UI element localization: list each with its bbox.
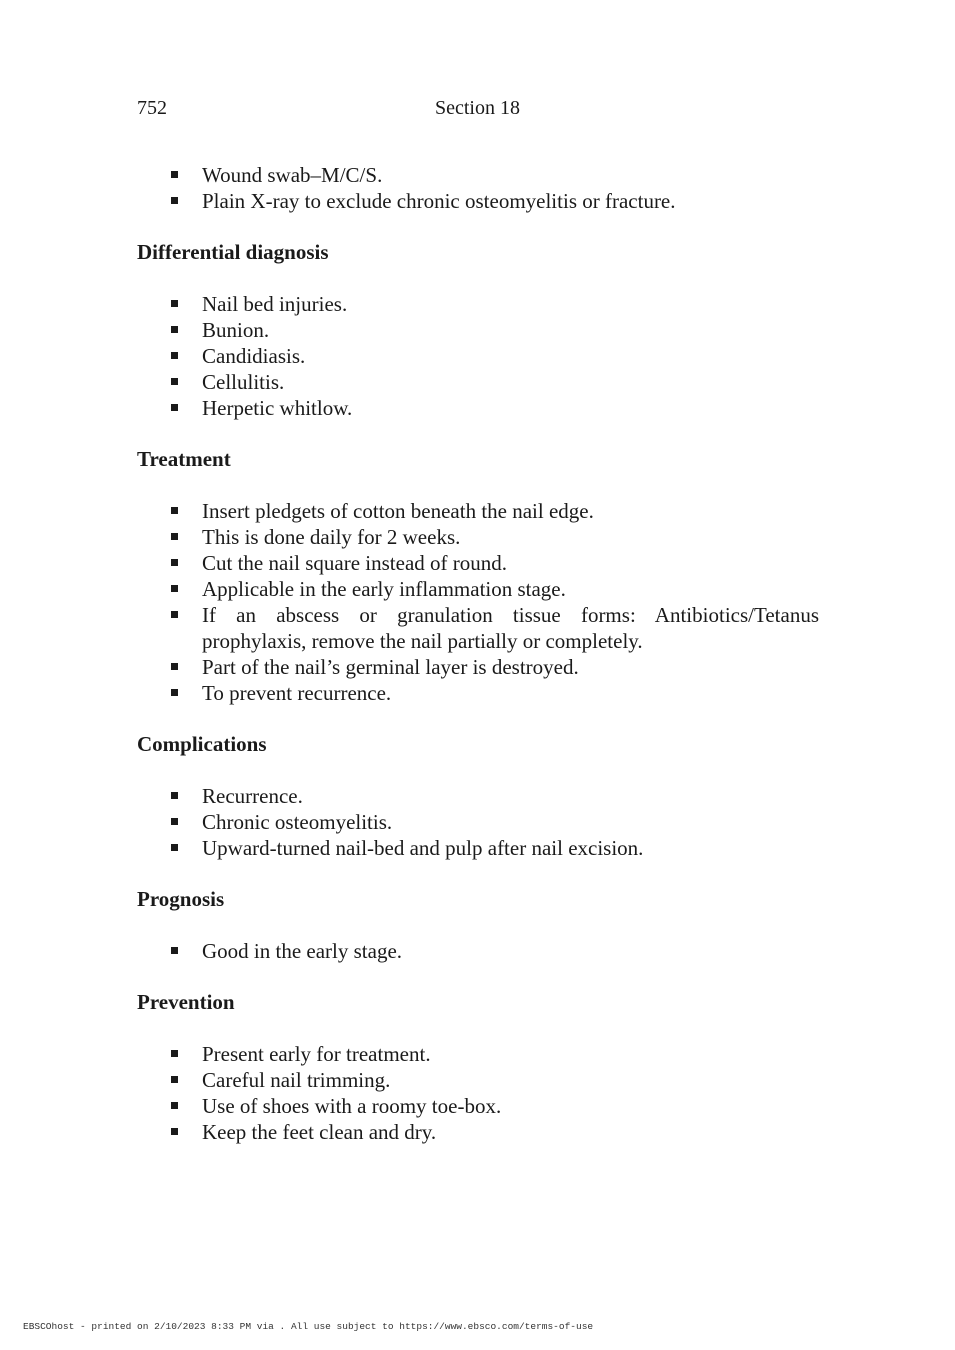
list-item: Keep the feet clean and dry. [137,1119,819,1145]
list-item: Applicable in the early inflammation stage. [137,576,819,602]
prognosis-heading: Prognosis [137,887,225,911]
prevention-heading: Prevention [137,990,235,1014]
square-bullet-icon [171,818,178,825]
square-bullet-icon [171,378,178,385]
square-bullet-icon [171,326,178,333]
square-bullet-icon [171,404,178,411]
print-footer: EBSCOhost - printed on 2/10/2023 8:33 PM via . All use subject to https://www.ebsco.com/terms-of-use [23,1321,594,1332]
page-content [137,162,819,1145]
list-item: Candidiasis. [137,343,819,369]
list-item: Chronic osteomyelitis. [137,809,819,835]
square-bullet-icon [171,533,178,540]
list-item: Cellulitis. [137,369,819,395]
treatment-list [137,498,819,706]
differential-diagnosis-list [137,291,819,421]
list-item: Use of shoes with a roomy toe-box. [137,1093,819,1119]
list-item: Nail bed injuries. [137,291,819,317]
square-bullet-icon [171,171,178,178]
square-bullet-icon [171,1102,178,1109]
differential-diagnosis-heading: Differential diagnosis [137,240,329,264]
square-bullet-icon [171,1050,178,1057]
list-item: Herpetic whitlow. [137,395,819,421]
list-item: Bunion. [137,317,819,343]
list-item: Upward-turned nail-bed and pulp after nail excision. [137,835,819,861]
square-bullet-icon [171,1128,178,1135]
square-bullet-icon [171,689,178,696]
list-item: If an abscess or granulation tissue forms: Antibiotics/Tetanus prophylaxis, remove the nail partially or completely. [137,602,819,654]
list-item: This is done daily for 2 weeks. [137,524,819,550]
square-bullet-icon [171,792,178,799]
square-bullet-icon [171,559,178,566]
square-bullet-icon [171,197,178,204]
list-item: Present early for treatment. [137,1041,819,1067]
list-item: Insert pledgets of cotton beneath the nail edge. [137,498,819,524]
page-number: 752 [137,97,167,119]
square-bullet-icon [171,300,178,307]
treatment-heading: Treatment [137,447,231,471]
square-bullet-icon [171,1076,178,1083]
list-item: Cut the nail square instead of round. [137,550,819,576]
list-item: Part of the nail’s germinal layer is destroyed. [137,654,819,680]
square-bullet-icon [171,352,178,359]
square-bullet-icon [171,611,178,618]
complications-list [137,783,819,861]
list-item: Careful nail trimming. [137,1067,819,1093]
square-bullet-icon [171,663,178,670]
prevention-list [137,1041,819,1145]
list-item: Good in the early stage. [137,938,819,964]
running-head: Section 18 [435,97,520,119]
list-item: Wound swab–M/C/S. [137,162,819,188]
intro-list [137,162,819,214]
prognosis-list [137,938,819,964]
complications-heading: Complications [137,732,267,756]
square-bullet-icon [171,585,178,592]
square-bullet-icon [171,947,178,954]
list-item: Plain X-ray to exclude chronic osteomyelitis or fracture. [137,188,819,214]
list-item: To prevent recurrence. [137,680,819,706]
square-bullet-icon [171,507,178,514]
square-bullet-icon [171,844,178,851]
list-item: Recurrence. [137,783,819,809]
